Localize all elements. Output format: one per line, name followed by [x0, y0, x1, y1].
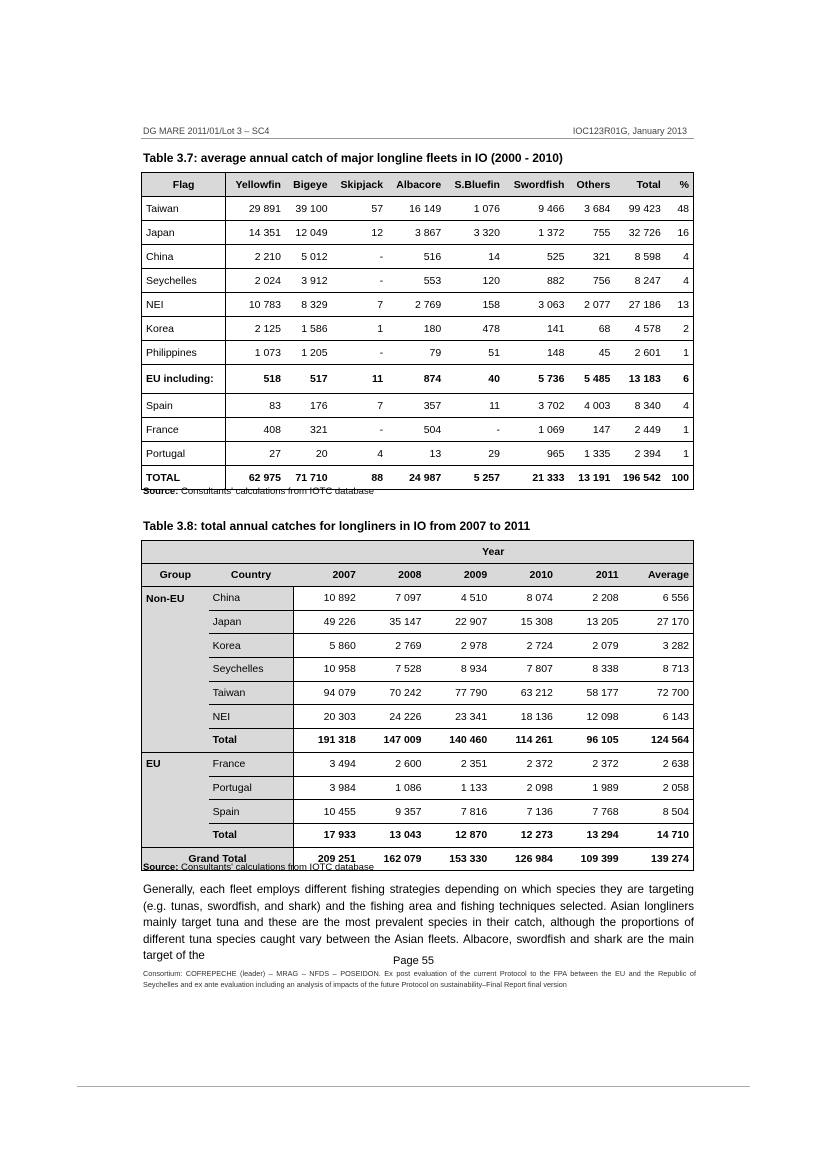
table38-value-cell: 3 494 — [293, 752, 359, 776]
bottom-rule — [77, 1086, 750, 1087]
table37-col-header: Yellowfin — [226, 173, 285, 197]
table37-value-cell: 5 485 — [568, 365, 614, 394]
table37-value-cell: 10 783 — [226, 293, 285, 317]
table37-value-cell: 2 394 — [614, 442, 664, 466]
table38-caption: Table 3.8: total annual catches for longliners in IO from 2007 to 2011 — [143, 519, 531, 533]
table37-value-cell: - — [332, 269, 388, 293]
table37-value-cell: 13 183 — [614, 365, 664, 394]
table37-value-cell: 2 449 — [614, 418, 664, 442]
table38-value-cell: 2 769 — [360, 634, 426, 658]
table37-value-cell: 176 — [285, 394, 332, 418]
table37-flag-cell: TOTAL — [142, 466, 226, 490]
table38-country-cell: Spain — [209, 800, 294, 824]
table38-value-cell: 58 177 — [557, 681, 623, 705]
grand-total-label: Grand Total — [142, 847, 294, 871]
table38-country-cell: Total — [209, 823, 294, 847]
table37-source — [143, 486, 374, 497]
table38-value-cell: 22 907 — [426, 610, 492, 634]
table38-value-cell: 70 242 — [360, 681, 426, 705]
table37-value-cell: 7 — [332, 293, 388, 317]
table37-value-cell: 553 — [387, 269, 445, 293]
table37-row — [142, 245, 694, 269]
table37-value-cell: 4 — [332, 442, 388, 466]
table37-value-cell: 4 — [665, 394, 694, 418]
table37-row — [142, 418, 694, 442]
table37-row — [142, 394, 694, 418]
table37-value-cell: 504 — [387, 418, 445, 442]
table37-value-cell: 2 210 — [226, 245, 285, 269]
table37-value-cell: 51 — [445, 341, 504, 365]
table38-value-cell: 5 860 — [293, 634, 359, 658]
table37-value-cell: 5 257 — [445, 466, 504, 490]
table37-value-cell: 20 — [285, 442, 332, 466]
table37-value-cell: 4 578 — [614, 317, 664, 341]
table37-value-cell: 57 — [332, 197, 388, 221]
table37-value-cell: - — [332, 245, 388, 269]
table38-value-cell: 153 330 — [426, 847, 492, 871]
table38-value-cell: 1 133 — [426, 776, 492, 800]
table37-value-cell: 68 — [568, 317, 614, 341]
table38-value-cell: 77 790 — [426, 681, 492, 705]
table38-country-cell: Korea — [209, 634, 294, 658]
table37-value-cell: 11 — [445, 394, 504, 418]
table37-value-cell: 4 — [665, 269, 694, 293]
table38-value-cell: 12 098 — [557, 705, 623, 729]
table37-value-cell: 756 — [568, 269, 614, 293]
table38-value-cell: 1 086 — [360, 776, 426, 800]
table38-row — [142, 800, 694, 824]
table37-value-cell: 1 335 — [568, 442, 614, 466]
table37-value-cell: 147 — [568, 418, 614, 442]
table37-row — [142, 365, 694, 394]
table38-value-cell: 8 713 — [623, 658, 694, 682]
table38-group-cell — [142, 634, 209, 658]
table37-value-cell: 8 247 — [614, 269, 664, 293]
table37-value-cell: 148 — [504, 341, 569, 365]
table38-col-header: Country — [209, 564, 294, 587]
table37-value-cell: 5 736 — [504, 365, 569, 394]
table37-value-cell: 1 — [665, 442, 694, 466]
table37-value-cell: 7 — [332, 394, 388, 418]
table37-value-cell: 16 — [665, 221, 694, 245]
table38-value-cell: 13 294 — [557, 823, 623, 847]
table38-value-cell: 209 251 — [293, 847, 359, 871]
table38-group-cell — [142, 800, 209, 824]
table37-value-cell: 357 — [387, 394, 445, 418]
table37-value-cell: 755 — [568, 221, 614, 245]
table38-value-cell: 140 460 — [426, 729, 492, 753]
table38-value-cell: 2 978 — [426, 634, 492, 658]
table37-value-cell: 2 024 — [226, 269, 285, 293]
table37-flag-cell: Taiwan — [142, 197, 226, 221]
table38-value-cell: 2 079 — [557, 634, 623, 658]
table37-col-header: Swordfish — [504, 173, 569, 197]
table38-value-cell: 13 043 — [360, 823, 426, 847]
table38-group-cell — [142, 658, 209, 682]
table37-col-header: Bigeye — [285, 173, 332, 197]
table38-value-cell: 10 455 — [293, 800, 359, 824]
table38-row — [142, 681, 694, 705]
table38-value-cell: 2 351 — [426, 752, 492, 776]
table37-value-cell: 518 — [226, 365, 285, 394]
source-text: Consultants' calculations from IOTC database — [178, 862, 374, 873]
table38-country-cell: Taiwan — [209, 681, 294, 705]
table38-value-cell: 8 074 — [491, 587, 557, 611]
table38-col-header: Group — [142, 564, 209, 587]
table37-value-cell: 2 125 — [226, 317, 285, 341]
table37-value-cell: 13 — [387, 442, 445, 466]
table37-value-cell: 1 — [332, 317, 388, 341]
table38-value-cell: 162 079 — [360, 847, 426, 871]
table38-value-cell: 94 079 — [293, 681, 359, 705]
table37-value-cell: 13 — [665, 293, 694, 317]
table37-value-cell: 71 710 — [285, 466, 332, 490]
table37-value-cell: 62 975 — [226, 466, 285, 490]
table38-value-cell: 10 892 — [293, 587, 359, 611]
table38-value-cell: 35 147 — [360, 610, 426, 634]
table37-value-cell: 3 684 — [568, 197, 614, 221]
table37-value-cell: 27 — [226, 442, 285, 466]
table38-value-cell: 2 638 — [623, 752, 694, 776]
table37-value-cell: 1 069 — [504, 418, 569, 442]
table37-value-cell: 27 186 — [614, 293, 664, 317]
table37-value-cell: 1 372 — [504, 221, 569, 245]
table38-source — [143, 862, 374, 873]
table37-value-cell: 5 012 — [285, 245, 332, 269]
table37-value-cell: 196 542 — [614, 466, 664, 490]
table38-row — [142, 634, 694, 658]
table37-flag-cell: Philippines — [142, 341, 226, 365]
table37-value-cell: 3 063 — [504, 293, 569, 317]
table38-row — [142, 610, 694, 634]
table37-value-cell: 100 — [665, 466, 694, 490]
table37-value-cell: 3 320 — [445, 221, 504, 245]
table37-col-header: % — [665, 173, 694, 197]
table37-value-cell: 158 — [445, 293, 504, 317]
table38-value-cell: 14 710 — [623, 823, 694, 847]
table38-group-cell: EU — [142, 752, 209, 776]
table38-value-cell: 27 170 — [623, 610, 694, 634]
table37-value-cell: 9 466 — [504, 197, 569, 221]
source-label: Source: — [143, 486, 179, 497]
table37-value-cell: 2 — [665, 317, 694, 341]
table37-flag-cell: Portugal — [142, 442, 226, 466]
table38-value-cell: 49 226 — [293, 610, 359, 634]
table37-col-header: Flag — [142, 173, 226, 197]
table37-flag-cell: France — [142, 418, 226, 442]
table37-value-cell: 1 586 — [285, 317, 332, 341]
table37-value-cell: 4 — [665, 245, 694, 269]
table38-country-cell: China — [209, 587, 294, 611]
table38-row — [142, 823, 694, 847]
table37-value-cell: 29 891 — [226, 197, 285, 221]
table38-value-cell: 124 564 — [623, 729, 694, 753]
table38-row — [142, 752, 694, 776]
table38-value-cell: 9 357 — [360, 800, 426, 824]
table38-col-header: Average — [623, 564, 694, 587]
table37-value-cell: 14 — [445, 245, 504, 269]
source-text: Consultants' calculations from IOTC database — [178, 486, 374, 497]
table37-col-header: Albacore — [387, 173, 445, 197]
table37-value-cell: 39 100 — [285, 197, 332, 221]
table38-value-cell: 6 556 — [623, 587, 694, 611]
table38-group-cell — [142, 729, 209, 753]
table38-value-cell: 13 205 — [557, 610, 623, 634]
table38-col-header: 2009 — [426, 564, 492, 587]
table38-value-cell: 10 958 — [293, 658, 359, 682]
table37-value-cell: 1 076 — [445, 197, 504, 221]
table37-row — [142, 317, 694, 341]
table37-value-cell: 517 — [285, 365, 332, 394]
table37-value-cell: 8 329 — [285, 293, 332, 317]
table38-value-cell: 3 282 — [623, 634, 694, 658]
table38-value-cell: 20 303 — [293, 705, 359, 729]
table37-caption: Table 3.7: average annual catch of major longline fleets in IO (2000 - 2010) — [143, 151, 563, 165]
table38-value-cell: 72 700 — [623, 681, 694, 705]
table37-flag-cell: Japan — [142, 221, 226, 245]
table37-value-cell: 1 073 — [226, 341, 285, 365]
table37-col-header: Total — [614, 173, 664, 197]
table38-country-cell: Seychelles — [209, 658, 294, 682]
table37-value-cell: 88 — [332, 466, 388, 490]
table38-value-cell: 2 208 — [557, 587, 623, 611]
table37-value-cell: 32 726 — [614, 221, 664, 245]
table-3-7 — [141, 172, 694, 490]
table37-value-cell: 29 — [445, 442, 504, 466]
table37-flag-cell: NEI — [142, 293, 226, 317]
table37-value-cell: 180 — [387, 317, 445, 341]
table37-row — [142, 221, 694, 245]
table37-value-cell: - — [332, 418, 388, 442]
table38-country-cell: Japan — [209, 610, 294, 634]
table37-value-cell: - — [445, 418, 504, 442]
table38-col-header: 2007 — [293, 564, 359, 587]
table37-row — [142, 293, 694, 317]
table38-value-cell: 7 816 — [426, 800, 492, 824]
table38-row — [142, 658, 694, 682]
table37-value-cell: - — [332, 341, 388, 365]
table37-value-cell: 21 333 — [504, 466, 569, 490]
table37-value-cell: 14 351 — [226, 221, 285, 245]
table37-value-cell: 24 987 — [387, 466, 445, 490]
table37-flag-cell: EU including: — [142, 365, 226, 394]
table38-value-cell: 139 274 — [623, 847, 694, 871]
table38-value-cell: 63 212 — [491, 681, 557, 705]
table37-value-cell: 2 601 — [614, 341, 664, 365]
table37-value-cell: 3 867 — [387, 221, 445, 245]
table38-value-cell: 114 261 — [491, 729, 557, 753]
table38-value-cell: 18 136 — [491, 705, 557, 729]
table38-value-cell: 2 058 — [623, 776, 694, 800]
table37-value-cell: 13 191 — [568, 466, 614, 490]
table38-value-cell: 2 372 — [491, 752, 557, 776]
table38-value-cell: 96 105 — [557, 729, 623, 753]
table37-flag-cell: Spain — [142, 394, 226, 418]
table37-value-cell: 45 — [568, 341, 614, 365]
header-rule — [141, 138, 694, 139]
table37-col-header: S.Bluefin — [445, 173, 504, 197]
table38-row — [142, 776, 694, 800]
table38-value-cell: 7 807 — [491, 658, 557, 682]
table38-value-cell: 147 009 — [360, 729, 426, 753]
table38-row — [142, 587, 694, 611]
table37-value-cell: 141 — [504, 317, 569, 341]
body-paragraph: Generally, each fleet employs different fishing strategies depending on which species they are targeting (e.g. tunas, swordfish, and shark) and the fishing area and fishing techniques selected. Asian longliners mainly target tuna and these are the most prevalent species in their catch, although the proportions of different tuna species caught vary between the Asian fleets. Albacore, swordfish and shark are the main target of the — [143, 883, 694, 962]
table37-value-cell: 1 205 — [285, 341, 332, 365]
table-3-8 — [141, 540, 694, 871]
table38-value-cell: 7 097 — [360, 587, 426, 611]
table38-value-cell: 8 934 — [426, 658, 492, 682]
table37-value-cell: 1 — [665, 418, 694, 442]
table37-flag-cell: Korea — [142, 317, 226, 341]
table37-row — [142, 341, 694, 365]
table37-value-cell: 16 149 — [387, 197, 445, 221]
year-header: Year — [293, 541, 693, 564]
table38-group-cell: Non-EU — [142, 587, 209, 611]
table37-value-cell: 2 077 — [568, 293, 614, 317]
table37-col-header: Skipjack — [332, 173, 388, 197]
table38-group-cell — [142, 705, 209, 729]
table37-value-cell: 2 769 — [387, 293, 445, 317]
table38-value-cell: 8 504 — [623, 800, 694, 824]
table37-col-header: Others — [568, 173, 614, 197]
table38-country-cell: NEI — [209, 705, 294, 729]
table38-value-cell: 3 984 — [293, 776, 359, 800]
table38-value-cell: 6 143 — [623, 705, 694, 729]
table37-value-cell: 516 — [387, 245, 445, 269]
table38-value-cell: 126 984 — [491, 847, 557, 871]
table37-value-cell: 48 — [665, 197, 694, 221]
table37-row — [142, 269, 694, 293]
table37-value-cell: 1 — [665, 341, 694, 365]
table38-value-cell: 12 273 — [491, 823, 557, 847]
table37-value-cell: 8 598 — [614, 245, 664, 269]
table38-group-cell — [142, 823, 209, 847]
table37-value-cell: 3 912 — [285, 269, 332, 293]
page-number: Page 55 — [393, 955, 434, 967]
table38-value-cell: 7 136 — [491, 800, 557, 824]
table37-value-cell: 525 — [504, 245, 569, 269]
table37-value-cell: 4 003 — [568, 394, 614, 418]
table38-col-header: 2008 — [360, 564, 426, 587]
table38-value-cell: 2 372 — [557, 752, 623, 776]
table37-value-cell: 3 702 — [504, 394, 569, 418]
table38-value-cell: 4 510 — [426, 587, 492, 611]
table37-value-cell: 12 — [332, 221, 388, 245]
table38-value-cell: 7 768 — [557, 800, 623, 824]
table37-value-cell: 8 340 — [614, 394, 664, 418]
table38-value-cell: 24 226 — [360, 705, 426, 729]
table37-value-cell: 408 — [226, 418, 285, 442]
table38-value-cell: 109 399 — [557, 847, 623, 871]
table38-header-row — [142, 564, 694, 587]
table38-col-header: 2011 — [557, 564, 623, 587]
table38-value-cell: 2 098 — [491, 776, 557, 800]
table38-value-cell: 7 528 — [360, 658, 426, 682]
table38-country-cell: Total — [209, 729, 294, 753]
table37-value-cell: 79 — [387, 341, 445, 365]
table37-value-cell: 882 — [504, 269, 569, 293]
table38-value-cell: 2 724 — [491, 634, 557, 658]
table37-value-cell: 11 — [332, 365, 388, 394]
table38-value-cell: 191 318 — [293, 729, 359, 753]
table37-row — [142, 442, 694, 466]
header-right: IOC123R01G, January 2013 — [572, 126, 687, 136]
table37-value-cell: 12 049 — [285, 221, 332, 245]
table38-country-cell: France — [209, 752, 294, 776]
header-left: DG MARE 2011/01/Lot 3 – SC4 — [143, 126, 270, 136]
table38-value-cell: 23 341 — [426, 705, 492, 729]
table38-value-cell: 1 989 — [557, 776, 623, 800]
table37-value-cell: 478 — [445, 317, 504, 341]
source-label: Source: — [143, 862, 179, 873]
table37-value-cell: 99 423 — [614, 197, 664, 221]
table38-row — [142, 729, 694, 753]
table38-col-header: 2010 — [491, 564, 557, 587]
table37-value-cell: 6 — [665, 365, 694, 394]
table38-group-cell — [142, 610, 209, 634]
table38-value-cell: 2 600 — [360, 752, 426, 776]
table38-value-cell: 17 933 — [293, 823, 359, 847]
table37-value-cell: 120 — [445, 269, 504, 293]
year-spacer — [142, 541, 294, 564]
table38-group-cell — [142, 776, 209, 800]
table38-row — [142, 705, 694, 729]
table37-row — [142, 197, 694, 221]
table37-value-cell: 40 — [445, 365, 504, 394]
table37-value-cell: 321 — [285, 418, 332, 442]
table37-flag-cell: China — [142, 245, 226, 269]
footer-text: Consortium: COFREPECHE (leader) – MRAG – NFDS – POSEIDON. Ex post evaluation of the current Protocol to the FPA between the EU and the Republic of Seychelles and ex ante evaluation including an analysis of impacts of the future Protocol on sustainability–Final Report final version — [143, 969, 696, 989]
table37-value-cell: 965 — [504, 442, 569, 466]
table38-value-cell: 15 308 — [491, 610, 557, 634]
table38-country-cell: Portugal — [209, 776, 294, 800]
table38-value-cell: 8 338 — [557, 658, 623, 682]
table37-value-cell: 874 — [387, 365, 445, 394]
table38-year-row — [142, 541, 694, 564]
table37-value-cell: 321 — [568, 245, 614, 269]
table38-value-cell: 12 870 — [426, 823, 492, 847]
table37-header-row — [142, 173, 694, 197]
table38-group-cell — [142, 681, 209, 705]
table37-flag-cell: Seychelles — [142, 269, 226, 293]
table37-value-cell: 83 — [226, 394, 285, 418]
